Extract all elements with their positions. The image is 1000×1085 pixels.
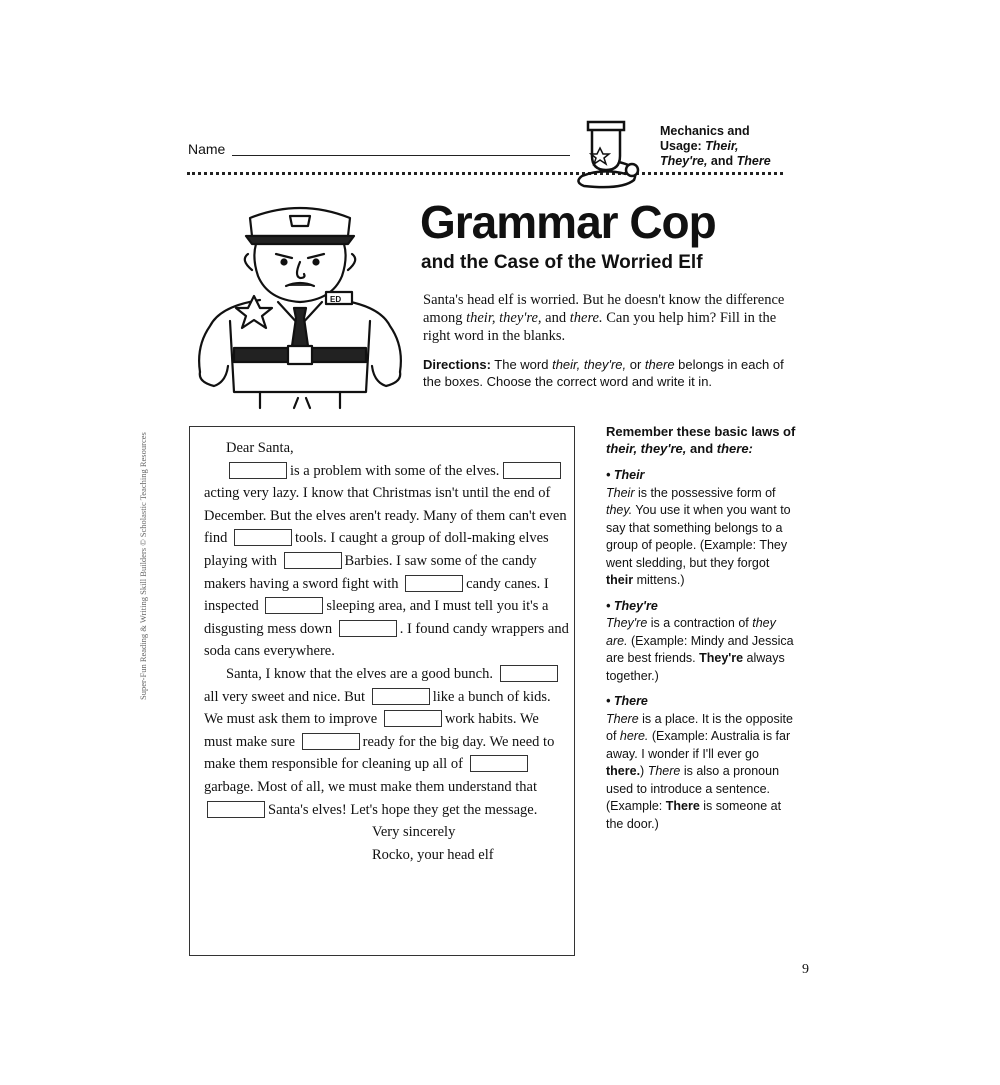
- answer-box-10[interactable]: [384, 710, 442, 727]
- letter-closing: Very sincerely: [372, 824, 456, 841]
- answer-box-13[interactable]: [207, 801, 265, 818]
- page-title: Grammar Cop: [420, 196, 716, 248]
- answer-box-11[interactable]: [302, 733, 360, 750]
- answer-box-7[interactable]: [339, 620, 397, 637]
- rules-sidebar: [606, 423, 796, 833]
- police-officer-illustration: [190, 196, 412, 411]
- answer-box-3[interactable]: [234, 529, 292, 546]
- topic-label: Mechanics and Usage: Their, They're, and There: [660, 124, 771, 168]
- rule-their-text: Their is the possessive form of they. You use it when you want to say that something belongs to a group of people. (Example: They went sledding, but they forgot their mittens.): [606, 485, 791, 587]
- answer-box-4[interactable]: [284, 552, 342, 569]
- answer-box-5[interactable]: [405, 575, 463, 592]
- answer-box-8[interactable]: [500, 665, 558, 682]
- rule-theyre-text: They're is a contraction of they are. (Example: Mindy and Jessica are best friends. They're always together.): [606, 616, 794, 683]
- rule-theyre-title: • They're: [606, 598, 658, 613]
- rule-there-title: • There: [606, 694, 648, 708]
- directions-text: Directions: The word their, they're, or there belongs in each of the boxes. Choose the correct word and write it in.: [423, 357, 784, 389]
- dotted-divider: [187, 172, 783, 175]
- letter-body: Dear Santa, is a problem with some of the elves. acting very lazy. I know that Christmas isn't until the end of December. But the elves aren't ready. Many of them can't even find tools. I caught a group of doll-making elves playing with Barbies. I saw some of the candy makers having a sword fight with candy canes. I inspected sleeping area, and I must tell you it's a disgusting mess down . I found candy wrappers and soda cans everywhere. Santa, I know that the elves are a good bunch. all very sweet and nice. But like a bunch of kids. We must ask them to improve work habits. We must make sure ready for the big day. We need to make them responsible for cleaning up all of garbage. Most of all, we must make them understand that Santa's elves! Let's hope they get the message. Very sincerely Rocko, your head elf: [204, 437, 570, 866]
- letter-signature: Rocko, your head elf: [372, 846, 494, 863]
- answer-box-6[interactable]: [265, 597, 323, 614]
- answer-box-9[interactable]: [372, 688, 430, 705]
- answer-box-2[interactable]: [503, 462, 561, 479]
- rules-heading: Remember these basic laws of their, they're, and there:: [606, 424, 796, 456]
- page-subtitle: and the Case of the Worried Elf: [421, 252, 703, 273]
- intro-text: Santa's head elf is worried. But he doesn't know the difference among their, they're, and there. Can you help him? Fill in the right word in the blanks.: [423, 292, 785, 344]
- name-label: Name: [188, 141, 226, 157]
- rule-there-text: There is a place. It is the opposite of here. (Example: Australia is far away. I wonder if I'll ever go there.) There is also a pronoun used to introduce a sentence. (Example: There is someone at the door.): [606, 711, 793, 831]
- answer-box-12[interactable]: [470, 755, 528, 772]
- page-number: 9: [802, 962, 809, 977]
- name-line: [232, 155, 570, 156]
- rule-their-title: • Their: [606, 468, 645, 482]
- side-credit: Super-Fun Reading & Writing Skill Builders © Scholastic Teaching Resources: [138, 432, 148, 700]
- whistle-icon: [572, 118, 652, 198]
- answer-box-1[interactable]: [229, 462, 287, 479]
- letter-greeting: Dear Santa,: [226, 440, 294, 456]
- svg-text:ED: ED: [330, 295, 342, 304]
